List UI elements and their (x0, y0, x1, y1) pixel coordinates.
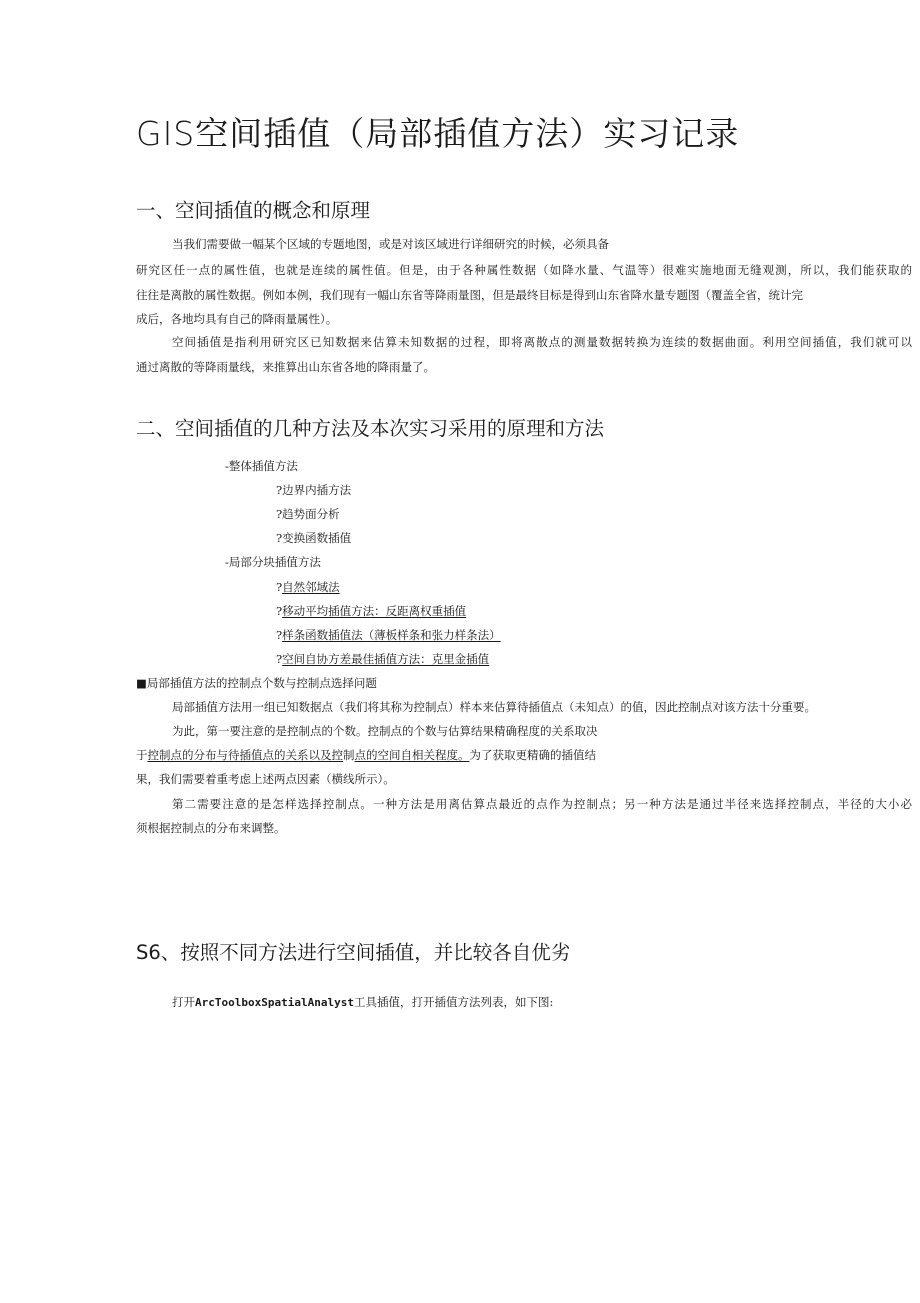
section-2-p2-line-3: 果，我们需要着重考虑上述两点因素（横线所示）。 (136, 772, 395, 786)
section-3-paragraph (172, 994, 553, 1011)
section-2-p2-line-2 (136, 747, 596, 763)
local-method-text: 移动平均插值方法：反距离权重插值 (282, 604, 467, 618)
underlined-segment: 点的空间自相关程度。 (354, 748, 470, 762)
text-segment: 工具插值，打开插值方法列表，如下图: (353, 995, 554, 1009)
section-2-p3-line-1: 第二需要注意的是怎样选择控制点。一种方法是用离估算点最近的点作为控制点；另一种方法是通过半径来选择控制点，半径的大小必 (172, 797, 912, 811)
local-methods-label: -局部分块插值方法 (225, 555, 321, 569)
section-1-p2-line-1: 空间插值是指利用研究区已知数据来估算未知数据的过程，即将离散点的测量数据转换为连续的数据曲面。利用空间插值，我们就可以 (172, 335, 912, 349)
text-segment: 为了获取更精确的插值结 (469, 748, 596, 762)
text-segment: 于 (136, 748, 148, 762)
local-method-text: 空间自协方差最佳插值方法：克里金插值 (282, 652, 490, 666)
local-method-item (276, 627, 501, 643)
global-method-item: ?变换函数插值 (276, 531, 352, 545)
toolbox-name: ArcToolboxSpatialAnalyst (195, 996, 354, 1009)
local-method-text: 自然邻域法 (282, 580, 340, 594)
document-title: GIS空间插值（局部插值方法）实习记录 (136, 114, 740, 153)
section-3-heading: S6、按照不同方法进行空间插值，并比较各自优劣 (136, 941, 571, 964)
section-1-heading: 一、空间插值的概念和原理 (136, 199, 371, 222)
text-segment: 制 (343, 748, 355, 762)
local-method-prefix: ? (276, 604, 283, 618)
section-1-p2-line-2: 通过离散的等降雨量线，来推算出山东省各地的降雨量了。 (136, 360, 435, 374)
section-2-heading: 二、空间插值的几种方法及本次实习采用的原理和方法 (136, 417, 605, 440)
section-1-p1-line-2: 研究区任一点的属性值，也就是连续的属性值。但是，由于各种属性数据（如降水量、气温等）很难实施地面无缝观测，所以，我们能获取的 (136, 263, 912, 277)
section-2-p3-line-2: 须根据控制点的分布来调整。 (136, 821, 286, 835)
global-method-item: ?边界内插方法 (276, 483, 352, 497)
underlined-segment: 控制点的分布与待插值点的关系以及控 (147, 748, 343, 762)
local-method-text: 样条函数插值法（薄板样条和张力样条法） (282, 628, 501, 642)
local-method-item (276, 579, 340, 595)
text-segment: 打开 (172, 995, 195, 1009)
section-2-p2-line-1: 为此，第一要注意的是控制点的个数。控制点的个数与估算结果精确程度的关系取决 (172, 724, 598, 738)
section-2-p1: 局部插值方法用一组已知数据点（我们将其称为控制点）样本来估算待插值点（未知点）的值，因此控制点对该方法十分重要。 (172, 700, 816, 714)
local-method-item (276, 651, 489, 667)
section-1-p1-line-1: 当我们需要做一幅某个区域的专题地图，或是对该区域进行详细研究的时候，必须具备 (172, 237, 609, 251)
global-method-item: ?趋势面分析 (276, 507, 340, 521)
local-method-item (276, 603, 466, 619)
section-1-p1-line-3: 往往是离散的属性数据。例如本例，我们现有一幅山东省等降雨量图，但是最终目标是得到山东省降水量专题图（覆盖全省，统计完 (136, 288, 803, 302)
local-method-prefix: ? (276, 628, 283, 642)
local-method-prefix: ? (276, 580, 283, 594)
section-1-p1-line-4: 成后，各地均具有自己的降雨量属性）。 (136, 312, 338, 326)
control-point-bullet: ■局部插值方法的控制点个数与控制点选择问题 (136, 676, 377, 690)
local-method-prefix: ? (276, 652, 283, 666)
global-methods-label: -整体插值方法 (225, 459, 298, 473)
